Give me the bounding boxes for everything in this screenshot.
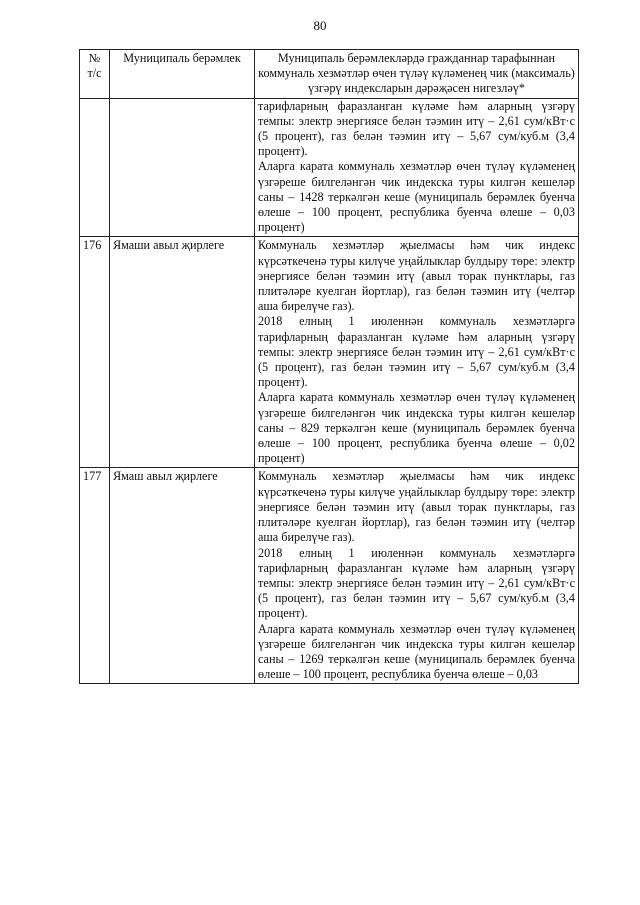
- description-paragraph: 2018 елның 1 июленнән коммуналь хезмәтләргә тарифларның фаразланган күләме һәм аларның үзгәрү темпы: электр энергиясе белән тәэмин итү – 2,61 сум/кВт·с (5 процент), газ белән тәэмин итү – 5,67 сум/куб.м (3,4 процент).: [258, 314, 575, 390]
- table-row: [80, 237, 579, 468]
- table-header-row: [80, 50, 579, 99]
- description-paragraph: Аларга карата коммуналь хезмәтләр өчен түләү күләменең үзгәреше билгеләнгән чик индекска туры килгән кешеләр саны – 1269 теркәлгән кеше (муниципаль берәмлек буенча өлеше – 100 процент, республика буенча өлеше – 0,03: [258, 621, 575, 682]
- description-paragraph: тарифларның фаразланган күләме һәм аларның үзгәрү темпы: электр энергиясе белән тәэмин итү – 2,61 сум/кВт·с (5 процент), газ белән тәэмин итү – 5,67 сум/куб.м (3,4 процент).: [258, 98, 575, 159]
- row-num: 176: [80, 237, 110, 468]
- header-municipality: Муниципаль берәмлек: [110, 50, 255, 99]
- table-row: [80, 98, 579, 237]
- row-description: [255, 98, 579, 237]
- row-description: [255, 468, 579, 684]
- page-number: 80: [313, 18, 327, 33]
- row-num: [80, 98, 110, 237]
- description-paragraph: Коммуналь хезмәтләр җыелмасы һәм чик индекс күрсәткеченә туры килүче уңайлыклар булдыру төре: электр энергиясе белән тәэмин итү (авыл торак пунктлары, газ плитәләре куелган йортлар), газ белән тәэмин итү (челтәр аша бирелүче газ).: [258, 469, 575, 545]
- row-municipality: [110, 98, 255, 237]
- row-municipality: Ямаш авыл җирлеге: [110, 468, 255, 684]
- description-paragraph: Аларга карата коммуналь хезмәтләр өчен түләү күләменең үзгәреше билгеләнгән чик индекска туры килгән кешеләр саны – 1428 теркәлгән кеше (муниципаль берәмлек буенча өлеше – 100 процент, республика буенча өлеше – 0,03 процент): [258, 159, 575, 235]
- table-row: [80, 468, 579, 684]
- row-description: [255, 237, 579, 468]
- tariff-table: [79, 49, 579, 684]
- row-municipality: Ямаши авыл җирлеге: [110, 237, 255, 468]
- header-num: № т/с: [80, 50, 110, 99]
- header-description: Муниципаль берәмлекләрдә гражданнар тарафыннан коммуналь хезмәтләр өчен түләү күләменең чик (максималь) үзгәрү индексларын дәрәҗәсен нигезләү*: [255, 50, 579, 99]
- row-num: 177: [80, 468, 110, 684]
- description-paragraph: Аларга карата коммуналь хезмәтләр өчен түләү күләменең үзгәреше билгеләнгән чик индекска туры килгән кешеләр саны – 829 теркәлгән кеше (муниципаль берәмлек буенча өлеше – 100 процент, республика буенча өлеше – 0,02 процент): [258, 390, 575, 466]
- description-paragraph: Коммуналь хезмәтләр җыелмасы һәм чик индекс күрсәткеченә туры килүче уңайлыклар булдыру төре: электр энергиясе белән тәэмин итү (авыл торак пунктлары, газ плитәләре куелган йортлар), газ белән тәэмин итү (челтәр аша бирелүче газ).: [258, 238, 575, 314]
- description-paragraph: 2018 елның 1 июленнән коммуналь хезмәтләргә тарифларның фаразланган күләме һәм аларның үзгәрү темпы: электр энергиясе белән тәэмин итү – 2,61 сум/кВт·с (5 процент), газ белән тәэмин итү – 5,67 сум/куб.м (3,4 процент).: [258, 545, 575, 621]
